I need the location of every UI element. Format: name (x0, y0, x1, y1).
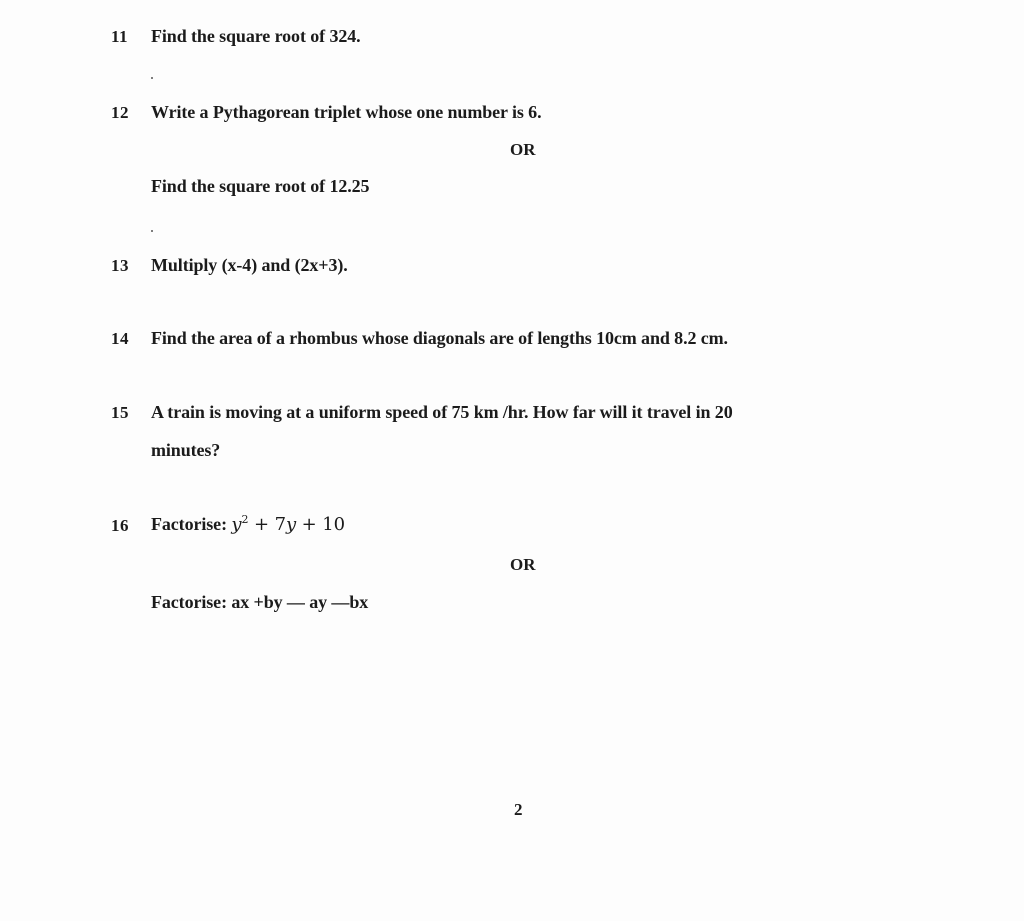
question-number: 11 (111, 27, 129, 46)
question-text: Multiply (x-4) and (2x+3). (151, 255, 348, 275)
question-number: 15 (111, 403, 129, 422)
question-text: Find the square root of 324. (151, 26, 361, 46)
question-number: 13 (111, 256, 129, 275)
question-number: 16 (111, 516, 129, 535)
math-expression: $y^2 + 7y + 10$ (231, 513, 345, 535)
stray-mark (151, 230, 153, 232)
question-number: 12 (111, 103, 129, 122)
question-text-line-1: A train is moving at a uniform speed of 75 km /hr. How far will it travel in 20 (151, 402, 733, 422)
question-text (151, 514, 345, 535)
question-alternative: Find the square root of 12.25 (151, 176, 370, 196)
or-divider: OR (510, 140, 536, 159)
stray-mark (151, 77, 153, 79)
question-number: 14 (111, 329, 129, 348)
question-text: Write a Pythagorean triplet whose one number is 6. (151, 102, 542, 122)
question-alternative: Factorise: ax +by — ay —bx (151, 592, 369, 612)
question-text: Find the area of a rhombus whose diagonals are of lengths 10cm and 8.2 cm. (151, 328, 728, 348)
question-text-line-2: minutes? (151, 440, 221, 460)
page-number: 2 (514, 800, 523, 819)
or-divider: OR (510, 555, 536, 574)
factorise-prefix: Factorise: (151, 514, 227, 534)
